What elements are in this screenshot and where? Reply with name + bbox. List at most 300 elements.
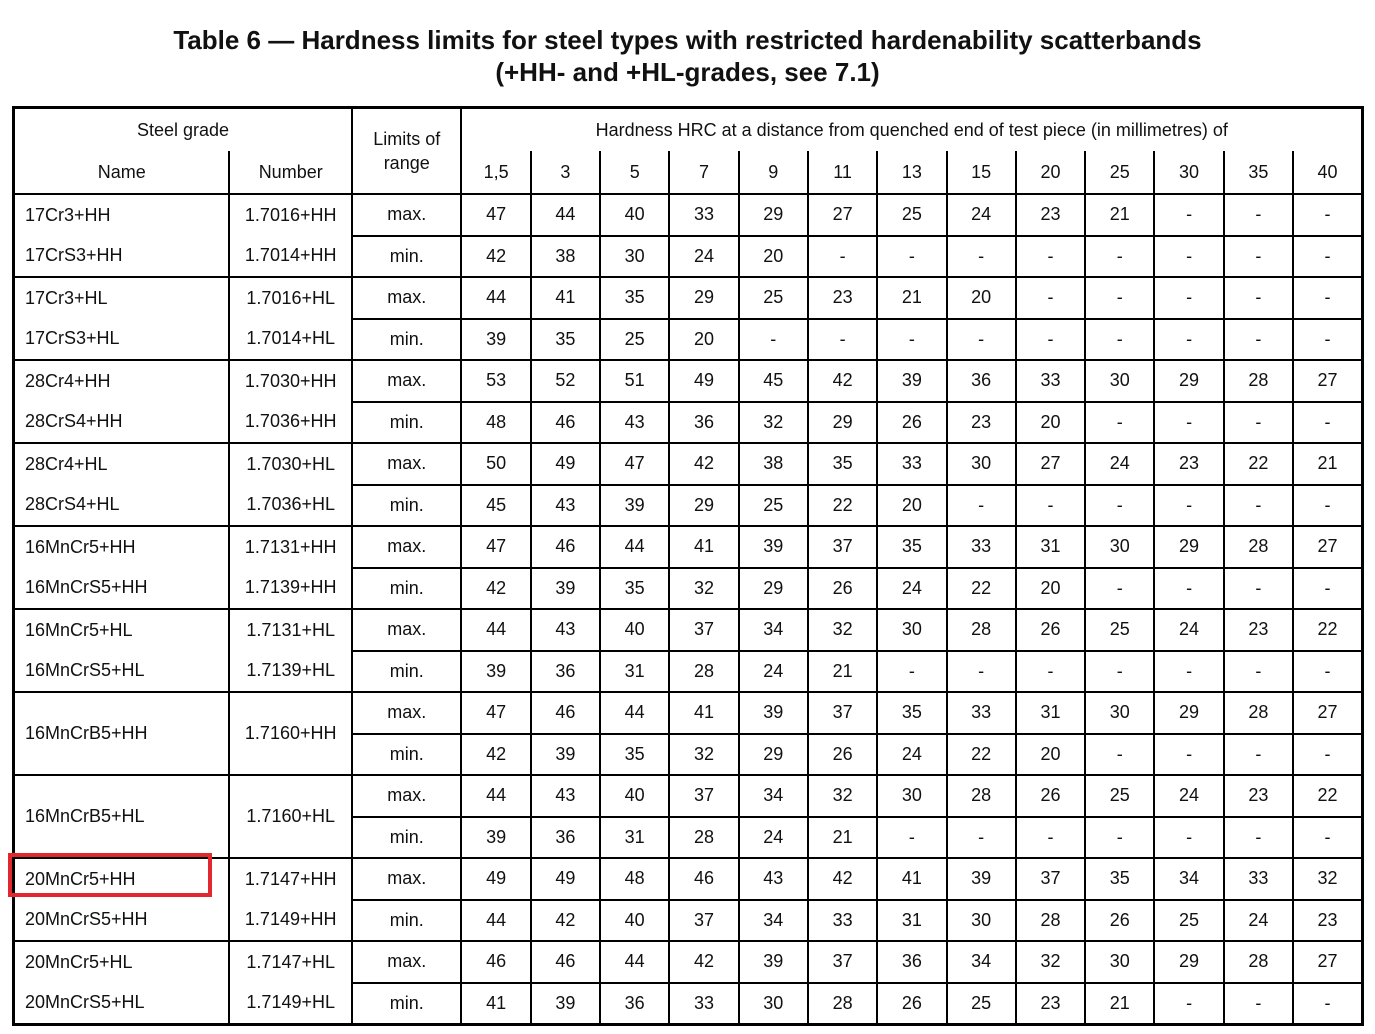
hardness-value: 24: [669, 236, 738, 278]
hardness-value: -: [1154, 194, 1223, 236]
limit-label: max.: [352, 360, 461, 402]
table-title: [0, 24, 1375, 88]
hardness-value: 35: [877, 526, 946, 568]
hardness-value: 47: [600, 443, 669, 485]
steel-number: 1.7036+HH: [229, 402, 352, 444]
limit-label: max.: [352, 526, 461, 568]
table-row: [14, 194, 1363, 236]
hardness-value: 20: [1016, 734, 1085, 776]
hardness-value: 43: [531, 609, 600, 651]
hardness-value: -: [1224, 651, 1293, 693]
steel-number: 1.7149+HH: [229, 900, 352, 942]
hardness-value: -: [1224, 402, 1293, 444]
hardness-value: 34: [739, 775, 808, 817]
hardness-value: 40: [600, 900, 669, 942]
hardness-value: 28: [947, 609, 1016, 651]
table-row: [14, 360, 1363, 402]
hardness-value: 29: [808, 402, 877, 444]
hardness-value: 42: [808, 360, 877, 402]
hardness-value: 39: [461, 319, 530, 361]
steel-name: 28Cr4+HH: [14, 360, 230, 402]
hardness-value: 44: [531, 194, 600, 236]
hardness-value: 39: [461, 817, 530, 859]
hardness-value: 39: [739, 692, 808, 734]
hardness-value: 23: [1224, 609, 1293, 651]
hardness-value: 36: [877, 941, 946, 983]
table-row: [14, 277, 1363, 319]
hardness-value: 23: [1224, 775, 1293, 817]
hardness-value: 39: [461, 651, 530, 693]
header-distance: 15: [947, 151, 1016, 194]
hardness-value: 32: [808, 609, 877, 651]
hardness-value: 42: [461, 236, 530, 278]
steel-number: 1.7147+HL: [229, 941, 352, 983]
hardness-value: 35: [1085, 858, 1154, 900]
hardness-value: 20: [877, 485, 946, 527]
hardness-value: 24: [739, 817, 808, 859]
table-row: [14, 858, 1363, 900]
hardness-value: 39: [877, 360, 946, 402]
hardness-value: 30: [600, 236, 669, 278]
hardness-value: 38: [531, 236, 600, 278]
header-limits-of-range: [352, 108, 461, 195]
hardness-value: 30: [1085, 692, 1154, 734]
hardness-value: 30: [877, 609, 946, 651]
hardness-value: -: [1224, 277, 1293, 319]
hardness-value: -: [1016, 485, 1085, 527]
hardness-value: 42: [669, 443, 738, 485]
steel-name: 16MnCrB5+HL: [14, 775, 230, 858]
hardness-value: 24: [1154, 775, 1223, 817]
hardness-value: 43: [600, 402, 669, 444]
steel-name: 28CrS4+HL: [14, 485, 230, 527]
hardness-value: 36: [600, 983, 669, 1025]
hardness-value: -: [1154, 319, 1223, 361]
hardness-value: 35: [531, 319, 600, 361]
hardness-value: -: [1085, 402, 1154, 444]
header-limits-label: Limits of range: [373, 129, 441, 173]
steel-name: 28Cr4+HL: [14, 443, 230, 485]
hardness-value: -: [1224, 194, 1293, 236]
table-row: [14, 692, 1363, 734]
hardness-value: 39: [531, 734, 600, 776]
hardness-value: -: [1154, 277, 1223, 319]
hardness-value: 31: [1016, 526, 1085, 568]
header-name: Name: [14, 151, 230, 194]
hardness-value: 28: [947, 775, 1016, 817]
hardness-value: 44: [461, 609, 530, 651]
hardness-value: -: [1293, 734, 1362, 776]
steel-number: 1.7160+HL: [229, 775, 352, 858]
hardness-value: 20: [739, 236, 808, 278]
hardness-value: -: [1293, 983, 1362, 1025]
hardness-value: 35: [600, 734, 669, 776]
hardness-value: 30: [947, 443, 1016, 485]
hardness-value: 23: [1016, 983, 1085, 1025]
table-row: [14, 941, 1363, 983]
steel-number: 1.7016+HL: [229, 277, 352, 319]
hardness-value: 32: [808, 775, 877, 817]
steel-number: 1.7030+HH: [229, 360, 352, 402]
hardness-value: 28: [1224, 526, 1293, 568]
hardness-value: 25: [1154, 900, 1223, 942]
hardness-value: 46: [531, 692, 600, 734]
hardness-value: 25: [1085, 609, 1154, 651]
hardness-value: 27: [1293, 526, 1362, 568]
hardness-value: 30: [1085, 360, 1154, 402]
header-distance: 9: [739, 151, 808, 194]
hardness-value: -: [1224, 817, 1293, 859]
hardness-value: -: [1154, 485, 1223, 527]
header-steel-grade: Steel grade: [14, 108, 352, 152]
limit-label: min.: [352, 236, 461, 278]
hardness-value: 31: [600, 817, 669, 859]
hardness-value: 30: [1085, 526, 1154, 568]
steel-name: 17Cr3+HH: [14, 194, 230, 236]
steel-name: 16MnCr5+HH: [14, 526, 230, 568]
hardness-value: 24: [1085, 443, 1154, 485]
hardness-value: -: [808, 319, 877, 361]
hardness-value: 21: [808, 817, 877, 859]
hardness-value: 32: [669, 734, 738, 776]
hardness-value: -: [877, 651, 946, 693]
hardness-value: 39: [600, 485, 669, 527]
hardness-value: 20: [1016, 568, 1085, 610]
hardness-value: -: [1293, 277, 1362, 319]
hardness-value: 33: [669, 983, 738, 1025]
hardness-value: 37: [669, 609, 738, 651]
header-distance: 3: [531, 151, 600, 194]
hardness-value: -: [1224, 734, 1293, 776]
hardness-value: 26: [1016, 609, 1085, 651]
hardness-value: -: [1154, 402, 1223, 444]
hardness-value: 43: [739, 858, 808, 900]
hardness-value: 25: [947, 983, 1016, 1025]
hardness-value: 27: [1016, 443, 1085, 485]
header-number: Number: [229, 151, 352, 194]
hardness-value: -: [1293, 651, 1362, 693]
hardness-value: 28: [1016, 900, 1085, 942]
hardness-value: 46: [461, 941, 530, 983]
hardness-value: 44: [461, 775, 530, 817]
hardness-value: 33: [1016, 360, 1085, 402]
hardness-value: 37: [1016, 858, 1085, 900]
hardness-value: 37: [808, 526, 877, 568]
hardness-value: 27: [1293, 692, 1362, 734]
hardness-value: 32: [1293, 858, 1362, 900]
steel-number: 1.7131+HH: [229, 526, 352, 568]
hardness-value: 44: [461, 900, 530, 942]
hardness-value: 29: [1154, 526, 1223, 568]
hardness-value: 34: [1154, 858, 1223, 900]
hardness-value: 40: [600, 775, 669, 817]
steel-number: 1.7131+HL: [229, 609, 352, 651]
hardness-value: 35: [877, 692, 946, 734]
hardness-value: 24: [877, 734, 946, 776]
hardness-value: 21: [877, 277, 946, 319]
steel-name: 16MnCrB5+HH: [14, 692, 230, 775]
table-row: [14, 900, 1363, 942]
hardness-value: 34: [739, 609, 808, 651]
hardness-value: 20: [947, 277, 1016, 319]
hardness-value: 26: [1016, 775, 1085, 817]
hardness-value: 20: [669, 319, 738, 361]
table-row: [14, 443, 1363, 485]
hardness-value: 22: [1293, 775, 1362, 817]
limit-label: min.: [352, 734, 461, 776]
highlight-box: [8, 853, 212, 897]
limit-label: min.: [352, 568, 461, 610]
hardness-value: 36: [947, 360, 1016, 402]
steel-name: 17CrS3+HH: [14, 236, 230, 278]
hardness-value: 25: [600, 319, 669, 361]
hardness-value: 33: [669, 194, 738, 236]
steel-number: 1.7036+HL: [229, 485, 352, 527]
hardness-value: 23: [1016, 194, 1085, 236]
hardness-value: 21: [1085, 194, 1154, 236]
hardness-value: -: [1154, 568, 1223, 610]
hardness-value: 29: [739, 734, 808, 776]
limit-label: max.: [352, 858, 461, 900]
hardness-value: -: [739, 319, 808, 361]
hardness-value: 39: [739, 941, 808, 983]
hardness-value: 29: [1154, 692, 1223, 734]
hardness-value: 22: [947, 734, 1016, 776]
table-row: [14, 651, 1363, 693]
steel-name: 20MnCr5+HL: [14, 941, 230, 983]
hardness-value: 31: [877, 900, 946, 942]
hardness-value: 22: [1293, 609, 1362, 651]
hardness-value: 43: [531, 485, 600, 527]
hardness-value: 23: [1293, 900, 1362, 942]
hardness-value: -: [1085, 817, 1154, 859]
hardness-value: -: [1154, 236, 1223, 278]
hardness-value: 26: [808, 734, 877, 776]
header-distance: 11: [808, 151, 877, 194]
hardness-value: -: [1293, 194, 1362, 236]
hardness-value: 44: [600, 526, 669, 568]
hardness-value: 29: [669, 485, 738, 527]
hardness-value: 32: [1016, 941, 1085, 983]
hardness-value: -: [1293, 568, 1362, 610]
steel-name: 17CrS3+HL: [14, 319, 230, 361]
limit-label: max.: [352, 277, 461, 319]
hardness-value: -: [1016, 319, 1085, 361]
hardness-value: 26: [877, 402, 946, 444]
title-line-2: (+HH- and +HL-grades, see 7.1): [495, 57, 880, 87]
header-hardness: Hardness HRC at a distance from quenched end of test piece (in millimetres) of: [461, 108, 1362, 152]
header-distance: 25: [1085, 151, 1154, 194]
hardness-value: 39: [739, 526, 808, 568]
hardness-value: 32: [739, 402, 808, 444]
steel-number: 1.7139+HH: [229, 568, 352, 610]
header-distance: 13: [877, 151, 946, 194]
hardness-value: 23: [1154, 443, 1223, 485]
hardness-value: -: [1016, 651, 1085, 693]
hardness-value: 25: [739, 485, 808, 527]
hardness-value: -: [1293, 319, 1362, 361]
hardness-value: -: [947, 485, 1016, 527]
steel-number: 1.7139+HL: [229, 651, 352, 693]
hardness-value: 52: [531, 360, 600, 402]
steel-name: 28CrS4+HH: [14, 402, 230, 444]
hardness-value: 29: [669, 277, 738, 319]
hardness-value: 45: [461, 485, 530, 527]
steel-number: 1.7149+HL: [229, 983, 352, 1025]
hardness-value: 39: [531, 983, 600, 1025]
hardness-value: -: [1085, 319, 1154, 361]
table-row: [14, 526, 1363, 568]
hardness-value: 46: [531, 526, 600, 568]
hardness-value: -: [1293, 402, 1362, 444]
hardness-value: 28: [669, 651, 738, 693]
limit-label: min.: [352, 319, 461, 361]
hardness-value: -: [1293, 817, 1362, 859]
hardness-value: 30: [739, 983, 808, 1025]
table-body: [14, 194, 1363, 1025]
hardness-value: 33: [947, 692, 1016, 734]
hardness-value: 40: [600, 609, 669, 651]
hardness-value: 32: [669, 568, 738, 610]
hardness-value: 26: [1085, 900, 1154, 942]
hardness-value: 41: [669, 692, 738, 734]
hardness-value: 36: [669, 402, 738, 444]
limit-label: min.: [352, 900, 461, 942]
hardness-value: 40: [600, 194, 669, 236]
steel-number: 1.7014+HH: [229, 236, 352, 278]
hardness-value: 28: [669, 817, 738, 859]
hardness-value: 30: [947, 900, 1016, 942]
hardness-value: 43: [531, 775, 600, 817]
hardness-value: -: [947, 236, 1016, 278]
limit-label: max.: [352, 194, 461, 236]
hardness-value: 42: [808, 858, 877, 900]
hardness-value: 21: [808, 651, 877, 693]
limit-label: max.: [352, 692, 461, 734]
hardness-value: -: [1154, 734, 1223, 776]
hardness-value: 48: [461, 402, 530, 444]
hardness-value: -: [1085, 236, 1154, 278]
hardness-value: -: [1085, 651, 1154, 693]
header-distance: 20: [1016, 151, 1085, 194]
hardness-value: 46: [531, 941, 600, 983]
hardness-value: 53: [461, 360, 530, 402]
hardness-value: 29: [739, 568, 808, 610]
hardness-value: -: [808, 236, 877, 278]
hardness-value: 27: [1293, 360, 1362, 402]
hardness-value: -: [1224, 236, 1293, 278]
hardness-value: 28: [1224, 692, 1293, 734]
hardness-value: 21: [1085, 983, 1154, 1025]
hardness-value: 25: [877, 194, 946, 236]
hardness-value: 42: [531, 900, 600, 942]
steel-number: 1.7014+HL: [229, 319, 352, 361]
hardness-value: -: [1293, 485, 1362, 527]
hardness-value: -: [947, 319, 1016, 361]
hardness-value: -: [877, 236, 946, 278]
hardness-value: -: [877, 319, 946, 361]
hardness-value: -: [1224, 568, 1293, 610]
hardness-value: 45: [739, 360, 808, 402]
limit-label: min.: [352, 402, 461, 444]
hardness-value: 33: [1224, 858, 1293, 900]
steel-name: 16MnCrS5+HH: [14, 568, 230, 610]
hardness-value: 44: [600, 941, 669, 983]
hardness-value: -: [1293, 236, 1362, 278]
hardness-value: 24: [947, 194, 1016, 236]
hardness-value: -: [1016, 817, 1085, 859]
hardness-value: 35: [600, 277, 669, 319]
hardness-value: 30: [877, 775, 946, 817]
hardness-value: -: [1154, 983, 1223, 1025]
steel-name: 16MnCr5+HL: [14, 609, 230, 651]
steel-number: 1.7160+HH: [229, 692, 352, 775]
hardness-value: 49: [669, 360, 738, 402]
hardness-table: [12, 106, 1364, 1026]
hardness-value: 49: [531, 443, 600, 485]
title-line-1: Table 6 — Hardness limits for steel types with restricted hardenability scatterbands: [173, 25, 1202, 55]
hardness-value: 30: [1085, 941, 1154, 983]
hardness-value: 35: [600, 568, 669, 610]
hardness-value: 22: [1224, 443, 1293, 485]
hardness-value: 20: [1016, 402, 1085, 444]
hardness-value: 29: [1154, 941, 1223, 983]
hardness-value: 28: [808, 983, 877, 1025]
hardness-value: -: [1085, 734, 1154, 776]
hardness-value: 22: [808, 485, 877, 527]
hardness-value: -: [1016, 277, 1085, 319]
hardness-value: -: [1224, 319, 1293, 361]
steel-number: 1.7016+HH: [229, 194, 352, 236]
steel-number: 1.7030+HL: [229, 443, 352, 485]
hardness-value: 44: [600, 692, 669, 734]
hardness-value: 22: [947, 568, 1016, 610]
hardness-value: 48: [600, 858, 669, 900]
limit-label: max.: [352, 443, 461, 485]
hardness-value: -: [1085, 568, 1154, 610]
hardness-value: 37: [669, 900, 738, 942]
steel-number: 1.7147+HH: [229, 858, 352, 900]
hardness-value: 41: [877, 858, 946, 900]
hardness-value: 37: [808, 692, 877, 734]
hardness-value: 23: [947, 402, 1016, 444]
header-distance: 5: [600, 151, 669, 194]
hardness-value: 41: [531, 277, 600, 319]
table-row: [14, 568, 1363, 610]
hardness-value: 35: [808, 443, 877, 485]
limit-label: min.: [352, 651, 461, 693]
table-row: [14, 319, 1363, 361]
hardness-value: -: [1085, 485, 1154, 527]
hardness-value: 24: [1224, 900, 1293, 942]
table-row: [14, 236, 1363, 278]
header-distance: 40: [1293, 151, 1362, 194]
header-distance: 1,5: [461, 151, 530, 194]
hardness-value: 49: [531, 858, 600, 900]
hardness-value: 25: [739, 277, 808, 319]
hardness-value: -: [877, 817, 946, 859]
hardness-value: 38: [739, 443, 808, 485]
hardness-value: 46: [531, 402, 600, 444]
hardness-value: 31: [1016, 692, 1085, 734]
hardness-value: 34: [947, 941, 1016, 983]
table-row: [14, 402, 1363, 444]
hardness-value: 47: [461, 692, 530, 734]
header-distance: 7: [669, 151, 738, 194]
hardness-value: 26: [877, 983, 946, 1025]
hardness-value: 42: [461, 734, 530, 776]
hardness-value: 50: [461, 443, 530, 485]
